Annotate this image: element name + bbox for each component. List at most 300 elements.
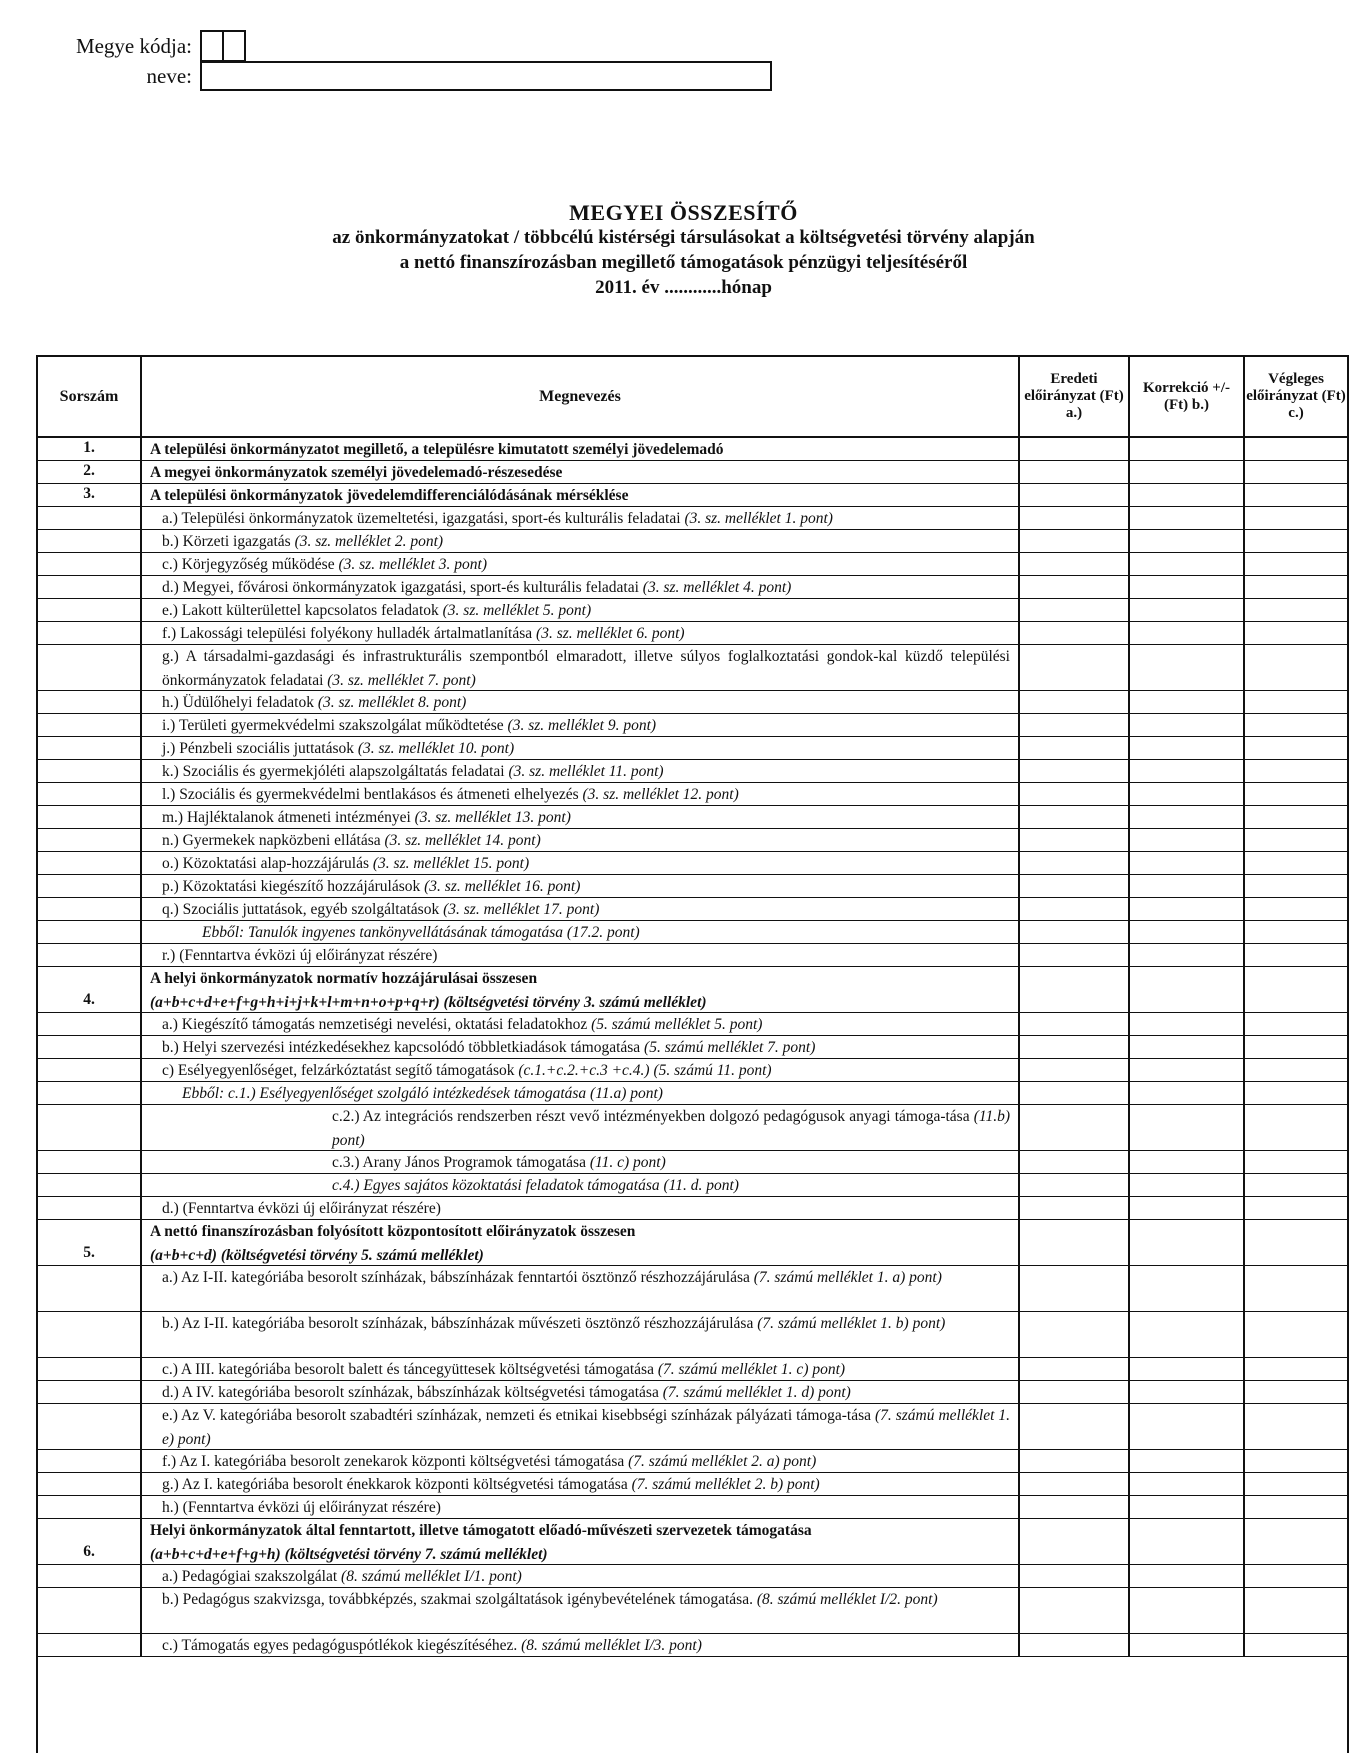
row-reference: (3. sz. melléklet 16. pont): [424, 878, 581, 895]
row-text: c.) Körjegyzőség működése: [162, 556, 339, 573]
cell-final-appropriation[interactable]: [1245, 438, 1347, 460]
cell-final-appropriation[interactable]: [1245, 507, 1347, 529]
cell-final-appropriation[interactable]: [1245, 875, 1347, 897]
row-text: A települési önkormányzatok jövedelemdifferenciálódásának mérséklése: [150, 487, 629, 504]
table-row: [38, 1634, 1347, 1657]
row-number: 4.: [38, 967, 142, 1012]
row-number: [38, 576, 142, 598]
row-number: [38, 1358, 142, 1380]
cell-correction[interactable]: [1130, 1197, 1245, 1219]
row-number: [38, 1381, 142, 1403]
cell-final-appropriation[interactable]: [1245, 1151, 1347, 1173]
cell-original-appropriation[interactable]: [1020, 760, 1130, 782]
row-text: i.) Területi gyermekvédelmi szakszolgálat működtetése: [162, 717, 508, 734]
row-reference: (a+b+c+d+e+f+g+h) (költségvetési törvény 7. számú melléklet): [150, 1546, 548, 1563]
row-description: [142, 1174, 1020, 1196]
row-description: [142, 438, 1020, 460]
cell-correction[interactable]: [1130, 714, 1245, 736]
cell-final-appropriation[interactable]: [1245, 1220, 1347, 1265]
row-text: f.) Lakossági települési folyékony hulladék ártalmatlanítása: [162, 625, 537, 642]
cell-correction[interactable]: [1130, 1588, 1245, 1633]
table-row: [38, 1197, 1347, 1220]
row-text: f.) Az I. kategóriába besorolt zenekarok központi költségvetési támogatása: [162, 1453, 629, 1470]
row-description: [142, 1565, 1020, 1587]
cell-original-appropriation[interactable]: [1020, 645, 1130, 690]
row-text: m.) Hajléktalanok átmeneti intézményei: [162, 809, 415, 826]
table-row: [38, 898, 1347, 921]
table-row: [38, 1266, 1347, 1312]
row-reference: (5. számú melléklet 7. pont): [644, 1039, 816, 1056]
cell-original-appropriation[interactable]: [1020, 944, 1130, 966]
row-reference: (3. sz. melléklet 15. pont): [372, 855, 530, 872]
table-row: [38, 599, 1347, 622]
cell-original-appropriation[interactable]: [1020, 921, 1130, 943]
cell-correction[interactable]: [1130, 1404, 1245, 1449]
row-number: [38, 1174, 142, 1196]
cell-final-appropriation[interactable]: [1245, 1197, 1347, 1219]
row-reference: (3. sz. melléklet 3. pont): [338, 556, 487, 573]
row-description: [142, 1496, 1020, 1518]
cell-correction[interactable]: [1130, 737, 1245, 759]
cell-correction[interactable]: [1130, 530, 1245, 552]
row-number: [38, 1036, 142, 1058]
table-row: [38, 806, 1347, 829]
row-reference: (3. sz. melléklet 4. pont): [642, 579, 792, 596]
cell-correction[interactable]: [1130, 875, 1245, 897]
row-text: a.) Pedagógiai szakszolgálat: [162, 1568, 342, 1585]
table-row: [38, 714, 1347, 737]
cell-final-appropriation[interactable]: [1245, 806, 1347, 828]
cell-correction[interactable]: [1130, 484, 1245, 506]
table-row: [38, 1220, 1347, 1266]
cell-original-appropriation[interactable]: [1020, 1565, 1130, 1587]
header-sorszam: Sorszám: [38, 357, 142, 436]
cell-original-appropriation[interactable]: [1020, 806, 1130, 828]
row-reference: (3. sz. melléklet 5. pont): [442, 602, 592, 619]
cell-correction[interactable]: [1130, 1220, 1245, 1265]
cell-correction[interactable]: [1130, 1151, 1245, 1173]
row-reference: (7. számú melléklet 1. e) pont): [162, 1407, 1010, 1448]
cell-correction[interactable]: [1130, 898, 1245, 920]
row-reference: (a+b+c+d) (költségvetési törvény 5. számú melléklet): [150, 1247, 484, 1264]
cell-final-appropriation[interactable]: [1245, 1036, 1347, 1058]
row-reference: Ebből: Tanulók ingyenes tankönyvellátásának támogatása (17.2. pont): [202, 924, 640, 941]
cell-original-appropriation[interactable]: [1020, 530, 1130, 552]
cell-correction[interactable]: [1130, 553, 1245, 575]
cell-correction[interactable]: [1130, 1519, 1245, 1564]
row-number: [38, 622, 142, 644]
cell-final-appropriation[interactable]: [1245, 599, 1347, 621]
row-number: [38, 714, 142, 736]
cell-original-appropriation[interactable]: [1020, 1197, 1130, 1219]
row-text: q.) Szociális juttatások, egyéb szolgáltatások: [162, 901, 444, 918]
row-description: [142, 1013, 1020, 1035]
table-row: [38, 1473, 1347, 1496]
row-number: 2.: [38, 461, 142, 483]
cell-final-appropriation[interactable]: [1245, 1105, 1347, 1150]
cell-final-appropriation[interactable]: [1245, 760, 1347, 782]
cell-original-appropriation[interactable]: [1020, 553, 1130, 575]
cell-final-appropriation[interactable]: [1245, 530, 1347, 552]
table-row: [38, 484, 1347, 507]
row-text: c.) Támogatás egyes pedagóguspótlékok kiegészítéséhez.: [162, 1637, 522, 1654]
row-number: [38, 1197, 142, 1219]
row-reference: (5. számú melléklet 5. pont): [591, 1016, 763, 1033]
row-reference: (11.b) pont): [332, 1108, 1010, 1149]
cell-final-appropriation[interactable]: [1245, 737, 1347, 759]
cell-original-appropriation[interactable]: [1020, 1496, 1130, 1518]
cell-correction[interactable]: [1130, 1473, 1245, 1495]
cell-correction[interactable]: [1130, 1312, 1245, 1357]
row-description: [142, 1036, 1020, 1058]
cell-final-appropriation[interactable]: [1245, 622, 1347, 644]
cell-final-appropriation[interactable]: [1245, 1588, 1347, 1633]
row-number: [38, 1404, 142, 1449]
row-number: [38, 875, 142, 897]
table-row: [38, 1082, 1347, 1105]
cell-original-appropriation[interactable]: [1020, 737, 1130, 759]
row-text: d.) (Fenntartva évközi új előirányzat részére): [162, 1200, 441, 1217]
cell-correction[interactable]: [1130, 806, 1245, 828]
cell-correction[interactable]: [1130, 783, 1245, 805]
row-description: [142, 1197, 1020, 1219]
row-description: [142, 576, 1020, 598]
row-description: [142, 783, 1020, 805]
cell-correction[interactable]: [1130, 507, 1245, 529]
row-description: [142, 1473, 1020, 1495]
cell-correction[interactable]: [1130, 1082, 1245, 1104]
row-description: [142, 484, 1020, 506]
table-row: [38, 1450, 1347, 1473]
cell-original-appropriation[interactable]: [1020, 691, 1130, 713]
row-number: [38, 783, 142, 805]
cell-original-appropriation[interactable]: [1020, 461, 1130, 483]
cell-final-appropriation[interactable]: [1245, 898, 1347, 920]
cell-original-appropriation[interactable]: [1020, 507, 1130, 529]
row-number: [38, 1496, 142, 1518]
row-text: e.) Az V. kategóriába besorolt szabadtéri színházak, nemzeti és etnikai kisebbségi színházak pályázati támoga-tása: [162, 1407, 875, 1424]
row-text: a.) Települési önkormányzatok üzemeltetési, igazgatási, sport-és kulturális feladatai: [162, 510, 685, 527]
cell-correction[interactable]: [1130, 1266, 1245, 1311]
cell-original-appropriation[interactable]: [1020, 1404, 1130, 1449]
cell-original-appropriation[interactable]: [1020, 714, 1130, 736]
row-description: [142, 760, 1020, 782]
row-reference: (3. sz. melléklet 14. pont): [384, 832, 541, 849]
cell-original-appropriation[interactable]: [1020, 783, 1130, 805]
cell-final-appropriation[interactable]: [1245, 1473, 1347, 1495]
row-description: [142, 1105, 1020, 1150]
row-text: c.3.) Arany János Programok támogatása: [332, 1154, 590, 1171]
row-description: [142, 921, 1020, 943]
row-description: [142, 1059, 1020, 1081]
cell-final-appropriation[interactable]: [1245, 921, 1347, 943]
cell-original-appropriation[interactable]: [1020, 1358, 1130, 1380]
row-number: [38, 898, 142, 920]
row-description: [142, 898, 1020, 920]
row-text: A megyei önkormányzatok személyi jövedelemadó-részesedése: [150, 464, 563, 481]
row-description: [142, 806, 1020, 828]
table-row: [38, 829, 1347, 852]
row-number: [38, 1473, 142, 1495]
cell-original-appropriation[interactable]: [1020, 1013, 1130, 1035]
table-row: [38, 645, 1347, 691]
cell-correction[interactable]: [1130, 829, 1245, 851]
row-description: [142, 714, 1020, 736]
row-text: a.) Kiegészítő támogatás nemzetiségi nevelési, oktatási feladatokhoz: [162, 1016, 592, 1033]
table-row: [38, 875, 1347, 898]
cell-correction[interactable]: [1130, 461, 1245, 483]
cell-final-appropriation[interactable]: [1245, 1634, 1347, 1656]
table-header: [38, 357, 1347, 438]
row-number: [38, 1565, 142, 1587]
cell-original-appropriation[interactable]: [1020, 1174, 1130, 1196]
title-main: MEGYEI ÖSSZESÍTŐ: [569, 200, 798, 225]
cell-final-appropriation[interactable]: [1245, 1082, 1347, 1104]
row-text: b.) Helyi szervezési intézkedésekhez kapcsolódó többletkiadások támogatása: [162, 1039, 645, 1056]
row-text: b.) Az I-II. kategóriába besorolt színházak, bábszínházak művészeti ösztönző részhozzájárulása: [162, 1315, 758, 1332]
cell-correction[interactable]: [1130, 576, 1245, 598]
cell-correction[interactable]: [1130, 1174, 1245, 1196]
row-text: c) Esélyegyenlőséget, felzárkóztatást segítő támogatások: [162, 1062, 519, 1079]
cell-final-appropriation[interactable]: [1245, 645, 1347, 690]
row-reference: (3. sz. melléklet 13. pont): [414, 809, 571, 826]
row-reference: (7. számú melléklet 2. b) pont): [631, 1476, 820, 1493]
row-reference: (7. számú melléklet 2. a) pont): [628, 1453, 817, 1470]
cell-correction[interactable]: [1130, 1450, 1245, 1472]
cell-final-appropriation[interactable]: [1245, 1059, 1347, 1081]
table-row: [38, 530, 1347, 553]
table-row: [38, 461, 1347, 484]
table-row: [38, 1404, 1347, 1450]
cell-final-appropriation[interactable]: [1245, 1312, 1347, 1357]
row-description: [142, 461, 1020, 483]
table-row: [38, 438, 1347, 461]
table-row: [38, 921, 1347, 944]
table-row: [38, 1588, 1347, 1634]
cell-correction[interactable]: [1130, 1496, 1245, 1518]
cell-correction[interactable]: [1130, 1358, 1245, 1380]
cell-original-appropriation[interactable]: [1020, 1220, 1130, 1265]
cell-original-appropriation[interactable]: [1020, 484, 1130, 506]
cell-original-appropriation[interactable]: [1020, 898, 1130, 920]
row-number: [38, 645, 142, 690]
cell-original-appropriation[interactable]: [1020, 1059, 1130, 1081]
cell-correction[interactable]: [1130, 691, 1245, 713]
cell-original-appropriation[interactable]: [1020, 1634, 1130, 1656]
cell-original-appropriation[interactable]: [1020, 438, 1130, 460]
row-reference: (3. sz. melléklet 8. pont): [317, 694, 467, 711]
cell-final-appropriation[interactable]: [1245, 1266, 1347, 1311]
row-description: [142, 622, 1020, 644]
cell-correction[interactable]: [1130, 944, 1245, 966]
row-text: h.) (Fenntartva évközi új előirányzat részére): [162, 1499, 441, 1516]
table-row: [38, 1105, 1347, 1151]
cell-original-appropriation[interactable]: [1020, 1312, 1130, 1357]
row-number: [38, 691, 142, 713]
cell-final-appropriation[interactable]: [1245, 852, 1347, 874]
row-description: [142, 829, 1020, 851]
table-row: [38, 852, 1347, 875]
cell-original-appropriation[interactable]: [1020, 576, 1130, 598]
row-description: [142, 852, 1020, 874]
row-description: [142, 553, 1020, 575]
row-number: 6.: [38, 1519, 142, 1564]
table-row: [38, 1496, 1347, 1519]
cell-correction[interactable]: [1130, 438, 1245, 460]
row-text: g.) A társadalmi-gazdasági és infrastrukturális szempontból elmaradott, illetve súlyos foglalkoztatási gondok-kal küzdő települési önkormányzatok feladatai: [162, 648, 1010, 689]
row-number: [38, 1450, 142, 1472]
row-text: b.) Körzeti igazgatás: [162, 533, 295, 550]
cell-original-appropriation[interactable]: [1020, 1036, 1130, 1058]
title-period: 2011. év ............hónap: [595, 277, 772, 298]
row-description: [142, 1358, 1020, 1380]
county-code-field[interactable]: [200, 30, 246, 62]
table-row: [38, 1151, 1347, 1174]
row-text: o.) Közoktatási alap-hozzájárulás: [162, 855, 373, 872]
cell-final-appropriation[interactable]: [1245, 1013, 1347, 1035]
row-number: [38, 737, 142, 759]
cell-final-appropriation[interactable]: [1245, 714, 1347, 736]
cell-correction[interactable]: [1130, 1059, 1245, 1081]
county-name-field[interactable]: [200, 61, 772, 91]
row-reference: (7. számú melléklet 1. a) pont): [753, 1269, 942, 1286]
cell-final-appropriation[interactable]: [1245, 967, 1347, 1012]
cell-original-appropriation[interactable]: [1020, 622, 1130, 644]
cell-final-appropriation[interactable]: [1245, 1381, 1347, 1403]
cell-correction[interactable]: [1130, 921, 1245, 943]
cell-original-appropriation[interactable]: [1020, 1450, 1130, 1472]
row-description: [142, 1381, 1020, 1403]
cell-original-appropriation[interactable]: [1020, 1105, 1130, 1150]
row-number: [38, 1151, 142, 1173]
header-col-b: Korrekció +/- (Ft) b.): [1130, 357, 1245, 436]
cell-correction[interactable]: [1130, 967, 1245, 1012]
cell-correction[interactable]: [1130, 1634, 1245, 1656]
row-description: [142, 1312, 1020, 1357]
summary-table: [36, 355, 1349, 1753]
table-row: [38, 1174, 1347, 1197]
cell-final-appropriation[interactable]: [1245, 1565, 1347, 1587]
cell-correction[interactable]: [1130, 1013, 1245, 1035]
cell-correction[interactable]: [1130, 852, 1245, 874]
row-number: [38, 829, 142, 851]
row-number: 1.: [38, 438, 142, 460]
row-text: A települési önkormányzatot megillető, a településre kimutatott személyi jövedelemadó: [150, 441, 724, 458]
row-reference: (3. sz. melléklet 12. pont): [582, 786, 739, 803]
cell-correction[interactable]: [1130, 599, 1245, 621]
cell-original-appropriation[interactable]: [1020, 599, 1130, 621]
cell-original-appropriation[interactable]: [1020, 852, 1130, 874]
row-number: [38, 1059, 142, 1081]
row-reference: (3. sz. melléklet 2. pont): [294, 533, 444, 550]
cell-original-appropriation[interactable]: [1020, 1151, 1130, 1173]
row-text: k.) Szociális és gyermekjóléti alapszolgáltatás feladatai: [162, 763, 509, 780]
cell-correction[interactable]: [1130, 1105, 1245, 1150]
table-row: [38, 1013, 1347, 1036]
table-row: [38, 1312, 1347, 1358]
cell-final-appropriation[interactable]: [1245, 1450, 1347, 1472]
row-reference: (7. számú melléklet 1. b) pont): [757, 1315, 946, 1332]
cell-original-appropriation[interactable]: [1020, 829, 1130, 851]
row-description: [142, 875, 1020, 897]
cell-final-appropriation[interactable]: [1245, 829, 1347, 851]
cell-final-appropriation[interactable]: [1245, 461, 1347, 483]
cell-original-appropriation[interactable]: [1020, 1588, 1130, 1633]
table-row: [38, 967, 1347, 1013]
row-description: [142, 1404, 1020, 1449]
row-text: l.) Szociális és gyermekvédelmi bentlakásos és átmeneti elhelyezés: [162, 786, 583, 803]
row-description: [142, 1450, 1020, 1472]
row-number: [38, 1013, 142, 1035]
row-text: d.) Megyei, fővárosi önkormányzatok igazgatási, sport-és kulturális feladatai: [162, 579, 643, 596]
cell-correction[interactable]: [1130, 622, 1245, 644]
row-number: [38, 944, 142, 966]
table-row: [38, 622, 1347, 645]
row-text: d.) A IV. kategóriába besorolt színházak, bábszínházak költségvetési támogatása: [162, 1384, 663, 1401]
cell-original-appropriation[interactable]: [1020, 967, 1130, 1012]
cell-correction[interactable]: [1130, 1565, 1245, 1587]
cell-final-appropriation[interactable]: [1245, 1358, 1347, 1380]
table-row: [38, 507, 1347, 530]
cell-correction[interactable]: [1130, 760, 1245, 782]
cell-final-appropriation[interactable]: [1245, 484, 1347, 506]
row-reference: (3. sz. melléklet 10. pont): [357, 740, 515, 757]
row-description: [142, 967, 1020, 1012]
row-number: 3.: [38, 484, 142, 506]
row-description: [142, 1519, 1020, 1564]
row-text: h.) Üdülőhelyi feladatok: [162, 694, 318, 711]
cell-correction[interactable]: [1130, 645, 1245, 690]
cell-final-appropriation[interactable]: [1245, 1174, 1347, 1196]
table-row: [38, 1036, 1347, 1059]
cell-original-appropriation[interactable]: [1020, 1082, 1130, 1104]
cell-original-appropriation[interactable]: [1020, 875, 1130, 897]
cell-final-appropriation[interactable]: [1245, 576, 1347, 598]
row-number: [38, 507, 142, 529]
row-number: [38, 806, 142, 828]
row-number: [38, 1312, 142, 1357]
cell-original-appropriation[interactable]: [1020, 1381, 1130, 1403]
row-number: [38, 553, 142, 575]
cell-final-appropriation[interactable]: [1245, 1404, 1347, 1449]
cell-final-appropriation[interactable]: [1245, 783, 1347, 805]
row-description: [142, 1082, 1020, 1104]
row-text: c.2.) Az integrációs rendszerben részt vevő intézményekben dolgozó pedagógusok anyagi támoga-tása: [332, 1108, 974, 1125]
cell-original-appropriation[interactable]: [1020, 1266, 1130, 1311]
row-reference: (c.1.+c.2.+c.3 +c.4.) (5. számú 11. pont): [518, 1062, 772, 1079]
header-col-c: Végleges előirányzat (Ft) c.): [1246, 371, 1346, 421]
document-title: [0, 200, 1367, 300]
row-number: [38, 1082, 142, 1104]
cell-final-appropriation[interactable]: [1245, 553, 1347, 575]
row-text: A helyi önkormányzatok normatív hozzájárulásai összesen: [150, 970, 538, 987]
row-reference: (a+b+c+d+e+f+g+h+i+j+k+l+m+n+o+p+q+r) (költségvetési törvény 3. számú melléklet): [150, 994, 707, 1011]
cell-final-appropriation[interactable]: [1245, 691, 1347, 713]
cell-final-appropriation[interactable]: [1245, 1496, 1347, 1518]
cell-correction[interactable]: [1130, 1381, 1245, 1403]
row-number: [38, 921, 142, 943]
cell-original-appropriation[interactable]: [1020, 1519, 1130, 1564]
cell-final-appropriation[interactable]: [1245, 944, 1347, 966]
row-text: a.) Az I-II. kategóriába besorolt színházak, bábszínházak fenntartói ösztönző részhozzájárulása: [162, 1269, 754, 1286]
cell-original-appropriation[interactable]: [1020, 1473, 1130, 1495]
row-text: A nettó finanszírozásban folyósított központosított előirányzatok összesen: [150, 1223, 636, 1240]
row-number: [38, 760, 142, 782]
cell-correction[interactable]: [1130, 1036, 1245, 1058]
row-number: [38, 1634, 142, 1656]
row-text: j.) Pénzbeli szociális juttatások: [162, 740, 358, 757]
cell-final-appropriation[interactable]: [1245, 1519, 1347, 1564]
